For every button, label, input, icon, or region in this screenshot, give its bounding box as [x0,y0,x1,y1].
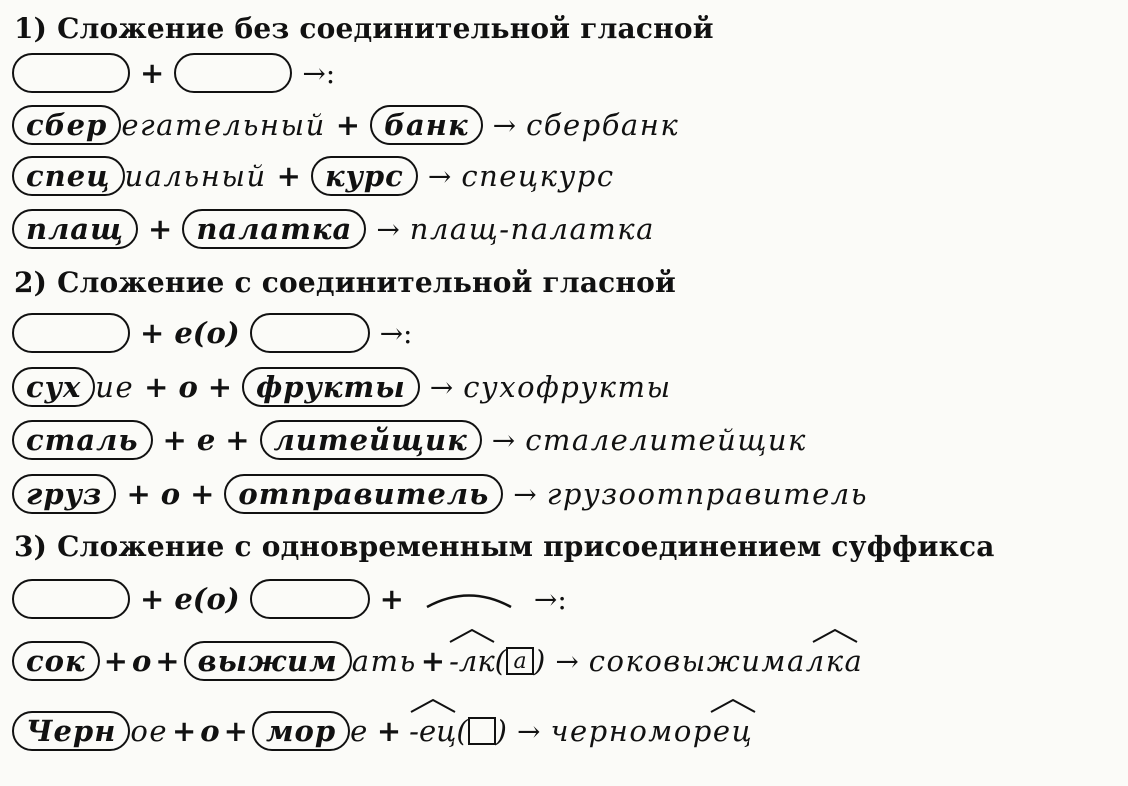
suffix-caret-icon [709,698,757,714]
arrow-sign: → [517,714,541,748]
stem-2: отправитель [224,474,503,514]
section1-heading: 1) Сложение без соединительной гласной [14,12,714,45]
arrow-sign: →: [533,582,567,616]
result-word: сбербанк [526,108,680,142]
suffix-caret-icon [424,588,514,610]
section1-example-1 [12,102,679,148]
stem-2: банк [370,105,483,145]
section3-formula [12,576,577,622]
result-suffix [806,644,864,678]
result-suffix-text: лка [805,644,864,678]
suffix-text: -лк [449,644,495,678]
plus-sign: + [171,714,197,748]
arrow-sign: →: [379,316,413,350]
arrow-sign: → [376,212,400,246]
arrow-sign: → [492,108,517,142]
stem-1: сталь [12,420,153,460]
section3-heading: 3) Сложение с одновременным присоединением суффикса [14,530,995,563]
result-suffix [713,714,753,748]
connecting-vowel: е(о) [174,316,240,350]
section2-heading: 2) Сложение с соединительной гласной [14,266,676,299]
suffix-caret-icon [409,698,457,714]
arrow-sign: → [513,477,537,511]
open-paren: ( [494,644,506,678]
plus-sign: + [225,423,250,457]
plus-sign: + [155,644,180,678]
section2-example-1 [12,364,672,410]
plus-sign: + [379,582,404,616]
suffix-caret-icon [448,628,496,644]
stem-1: груз [12,474,116,514]
root-placeholder-2 [174,53,292,93]
connecting-vowel: о [178,370,198,404]
suffix-caret-icon [811,628,859,644]
stem-1: Черн [12,711,130,751]
section2-formula [12,310,422,356]
arrow-sign: →: [302,56,336,90]
root-placeholder-1 [12,579,130,619]
stem-2: мор [252,711,350,751]
section1-formula [12,50,345,96]
arrow-sign: → [427,159,452,193]
stem-rest: е [350,714,369,748]
connecting-vowel: о [200,714,220,748]
stem-1: сух [12,367,95,407]
plus-sign: + [140,316,165,350]
stem-rest: ать [351,644,417,678]
ending-box [468,717,496,745]
stem-1: сбер [12,105,121,145]
plus-sign: + [190,477,215,511]
plus-sign: + [144,370,169,404]
suffix-text: -ец [409,714,457,748]
result-word: сталелитейщик [525,423,807,457]
result-word: спецкурс [461,159,615,193]
section2-example-3 [12,471,868,517]
plus-sign: + [223,714,248,748]
root-placeholder-2 [250,579,370,619]
ending-box: а [506,647,534,675]
root-placeholder-1 [12,313,130,353]
connecting-vowel: е [196,423,216,457]
section1-example-3 [12,206,655,252]
plus-sign: + [335,108,361,142]
plus-sign: + [148,212,173,246]
close-paren: ) [534,644,546,678]
result-word: черномор [550,714,713,748]
stem-rest: иальный [124,159,267,193]
stem-2: курс [311,156,418,196]
result-suffix-text: ец [712,714,754,748]
stem-1: плащ [12,209,138,249]
result-word: соковыжима [588,644,806,678]
stem-rest: егательный [121,108,326,142]
close-paren: ) [495,714,507,748]
arrow-sign: → [491,423,516,457]
arrow-sign: → [555,644,579,678]
section3-example-1 [12,638,863,684]
open-paren: ( [456,714,468,748]
root-placeholder-1 [12,53,130,93]
stem-2: палатка [182,209,366,249]
section1-example-2 [12,153,615,199]
plus-sign: + [103,644,128,678]
section3-example-2 [12,708,753,754]
connecting-vowel: е(о) [174,582,240,616]
stem-2: выжим [184,641,352,681]
plus-sign: + [140,582,165,616]
plus-sign: + [420,644,446,678]
connecting-vowel: о [160,477,181,511]
stem-2: литейщик [260,420,482,460]
result-word: сухофрукты [463,370,672,404]
stem-rest: ое [130,714,168,748]
suffix [409,714,456,748]
arrow-sign: → [429,370,454,404]
plus-sign: + [126,477,151,511]
plus-sign: + [376,714,402,748]
plus-sign: + [140,56,165,90]
result-word: грузоотправитель [546,477,868,511]
suffix [449,644,495,678]
plus-sign: + [276,159,301,193]
stem-rest: ие [95,370,135,404]
stem-1: спец [12,156,125,196]
connecting-vowel: о [131,644,152,678]
root-placeholder-2 [250,313,370,353]
section2-example-2 [12,417,807,463]
result-word: плащ-палатка [409,212,655,246]
stem-1: сок [12,641,100,681]
stem-2: фрукты [242,367,420,407]
plus-sign: + [207,370,233,404]
plus-sign: + [162,423,187,457]
